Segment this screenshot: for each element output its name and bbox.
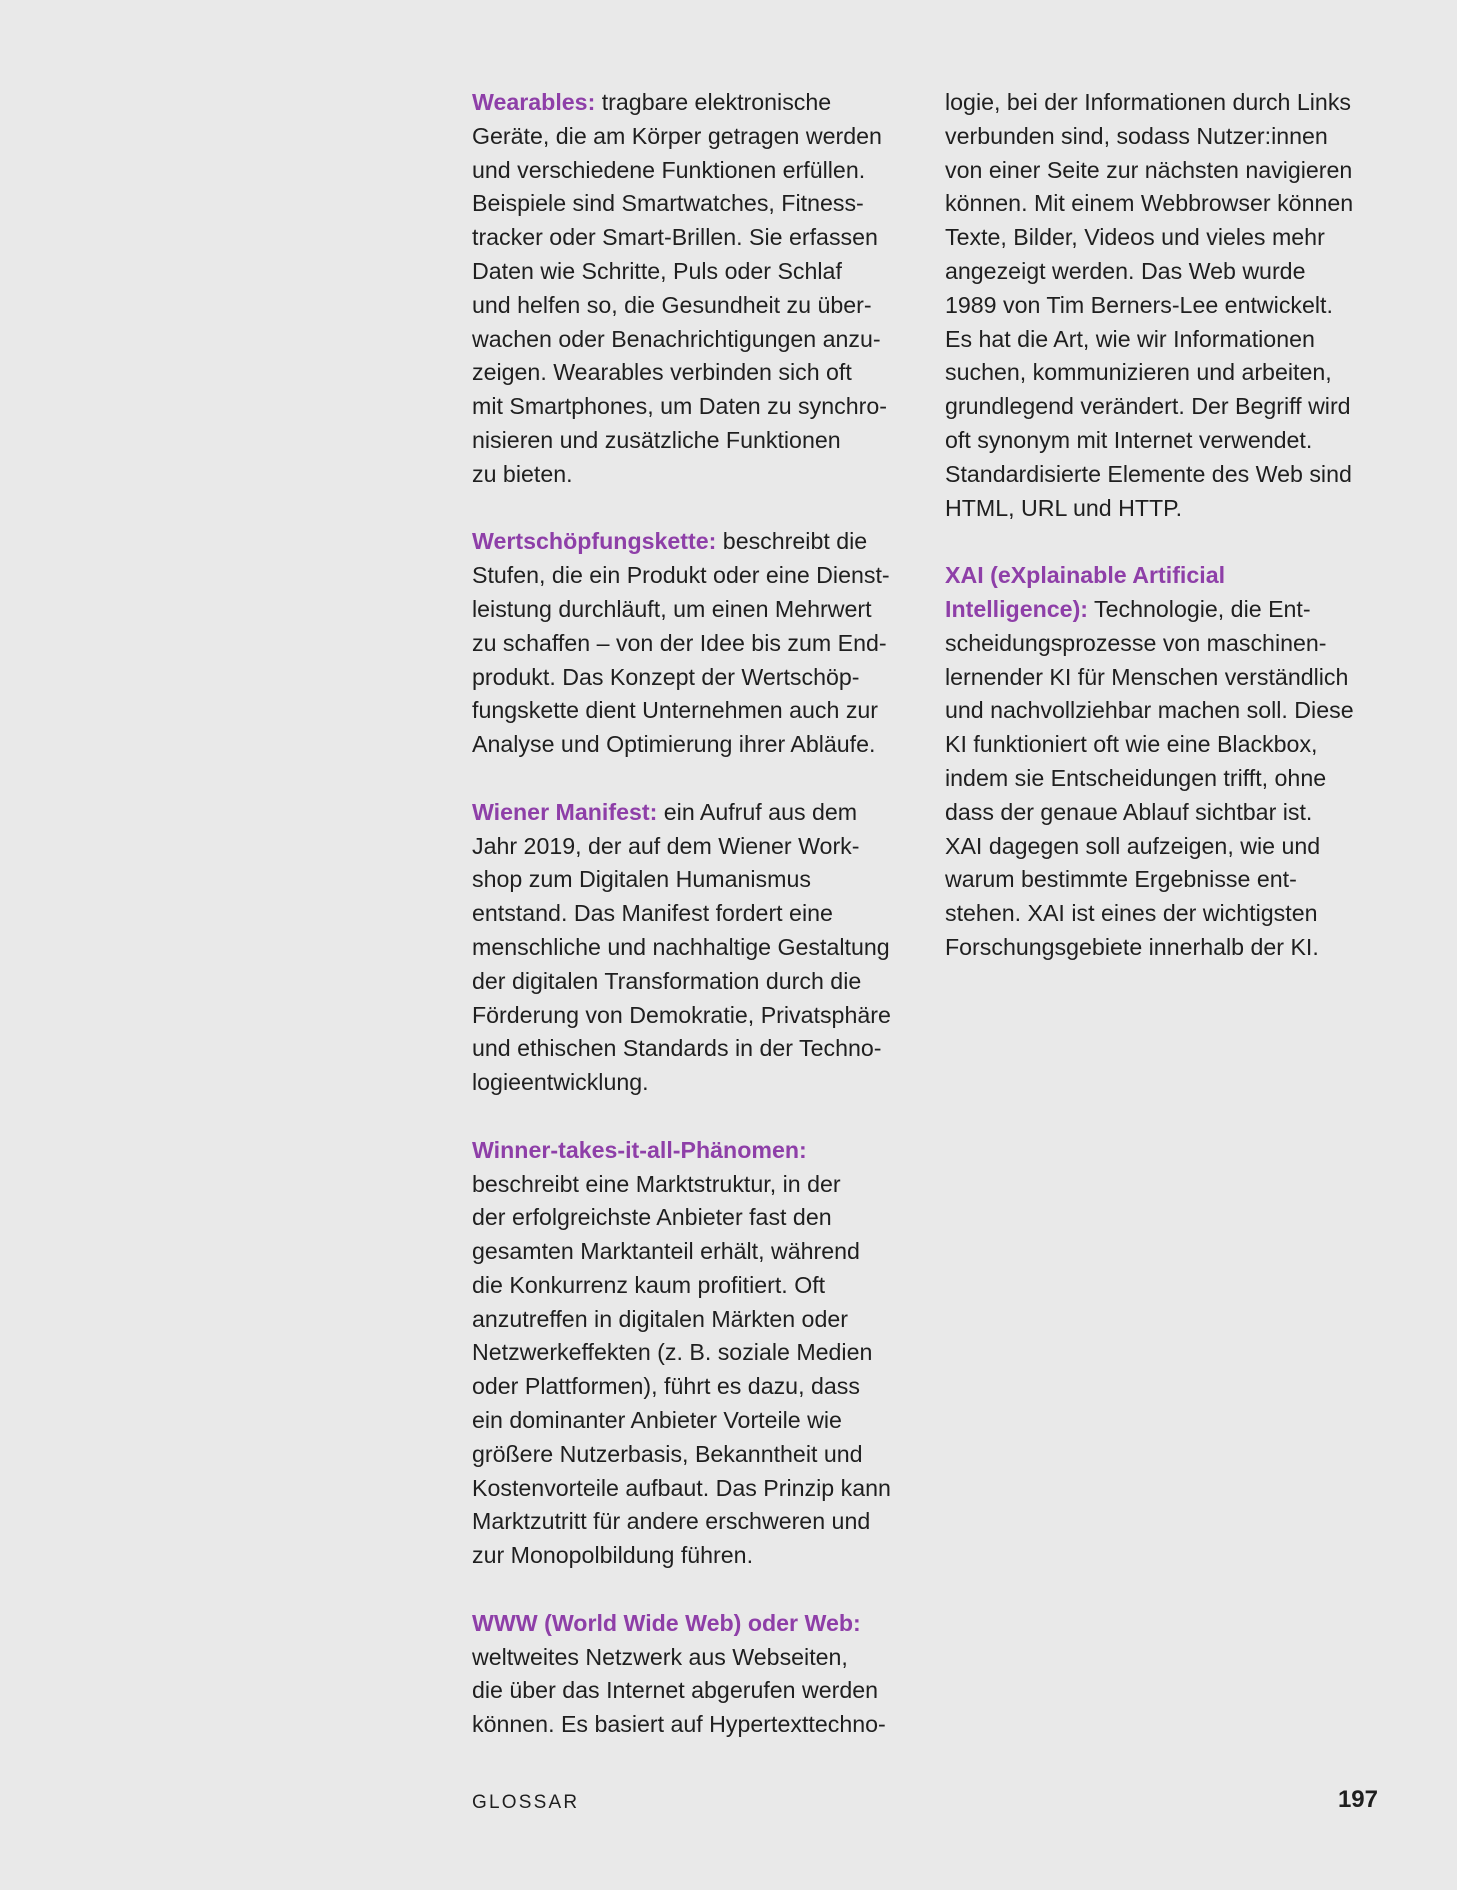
definition-line: mit Smartphones, um Daten zu synchro- <box>472 393 887 420</box>
glossary-left-column <box>472 86 908 1776</box>
definition-line: und nachvollziehbar machen soll. Diese <box>945 697 1354 724</box>
definition-line: zu bieten. <box>472 460 573 487</box>
definition-line: Texte, Bilder, Videos und vieles mehr <box>945 224 1325 251</box>
definition-line: oft synonym mit Internet verwendet. <box>945 426 1313 453</box>
definition-line: tracker oder Smart-Brillen. Sie erfassen <box>472 224 878 251</box>
definition-line: können. Mit einem Webbrowser können <box>945 190 1354 217</box>
definition-line: fungskette dient Unternehmen auch zur <box>472 697 879 724</box>
definition-line: die Konkurrenz kaum profitiert. Oft <box>472 1271 826 1298</box>
definition-line: anzutreffen in digitalen Märkten oder <box>472 1305 848 1332</box>
definition-text: Technologie, die Ent- <box>1088 595 1311 622</box>
definition-line: leistung durchläuft, um einen Mehrwert <box>472 595 872 622</box>
glossary-term: Wertschöpfungskette: <box>472 528 717 555</box>
definition-line: und verschiedene Funktionen erfüllen. <box>472 156 866 183</box>
footer-section-label: GLOSSAR <box>472 1792 580 1813</box>
definition-line: KI funktioniert oft wie eine Blackbox, <box>945 731 1318 758</box>
definition-line: angezeigt werden. Das Web wurde <box>945 257 1306 284</box>
definition-line: lernender KI für Menschen verständlich <box>945 663 1349 690</box>
definition-line: die über das Internet abgerufen werden <box>472 1677 879 1704</box>
definition-line: Es hat die Art, wie wir Informationen <box>945 325 1315 352</box>
glossary-term: Wearables: <box>472 89 596 115</box>
definition-line: nisieren und zusätzliche Funktionen <box>472 426 841 453</box>
definition-line: Analyse und Optimierung ihrer Abläufe. <box>472 731 876 758</box>
definition-line: logie, bei der Informationen durch Links <box>945 89 1352 115</box>
glossary-term: XAI (eXplainable Artificial <box>945 562 1226 589</box>
glossary-term-continued: Intelligence): <box>945 595 1089 622</box>
definition-line: logieentwicklung. <box>472 1069 649 1096</box>
glossary-entry-www-continued <box>945 86 1381 525</box>
definition-line: zeigen. Wearables verbinden sich oft <box>472 359 852 386</box>
definition-line: scheidungsprozesse von maschinen- <box>945 629 1327 656</box>
glossary-entry-wiener-manifest <box>472 796 908 1100</box>
glossary-term: Winner-takes-it-all-Phänomen: <box>472 1136 807 1163</box>
definition-line: wachen oder Benachrichtigungen anzu- <box>472 325 881 352</box>
definition-line: 1989 von Tim Berners-Lee entwickelt. <box>945 291 1333 318</box>
glossary-entry-winner-takes-it-all <box>472 1134 908 1573</box>
definition-line: Kostenvorteile aufbaut. Das Prinzip kann <box>472 1474 891 1501</box>
entry-first-line <box>472 86 908 120</box>
entry-first-line <box>945 593 1381 627</box>
definition-line: können. Es basiert auf Hypertexttechno- <box>472 1711 886 1738</box>
glossary-entry-xai <box>945 559 1381 965</box>
entry-first-line <box>472 796 908 830</box>
definition-line: zur Monopolbildung führen. <box>472 1542 754 1569</box>
entry-first-line <box>472 1134 908 1168</box>
definition-line: der erfolgreichste Anbieter fast den <box>472 1204 832 1231</box>
definition-line: größere Nutzerbasis, Bekanntheit und <box>472 1440 863 1467</box>
definition-line: Standardisierte Elemente des Web sind <box>945 460 1352 487</box>
definition-line: Geräte, die am Körper getragen werden <box>472 122 882 149</box>
glossary-entry-wearables <box>472 86 908 492</box>
definition-line: produkt. Das Konzept der Wertschöp- <box>472 663 860 690</box>
glossary-term: Wiener Manifest: <box>472 798 658 825</box>
definition-line: und ethischen Standards in der Techno- <box>472 1035 882 1062</box>
definition-text: tragbare elektronische <box>595 89 832 115</box>
definition-line: Netzwerkeffekten (z. B. soziale Medien <box>472 1339 873 1366</box>
definition-line: Stufen, die ein Produkt oder eine Dienst- <box>472 562 890 589</box>
definition-line: shop zum Digitalen Humanismus <box>472 866 811 893</box>
definition-line: Förderung von Demokratie, Privatsphäre <box>472 1001 891 1028</box>
definition-line: indem sie Entscheidungen trifft, ohne <box>945 764 1327 791</box>
definition-line: grundlegend verändert. Der Begriff wird <box>945 393 1351 420</box>
definition-line: Beispiele sind Smartwatches, Fitness- <box>472 190 864 217</box>
glossary-term: WWW (World Wide Web) oder Web: <box>472 1609 861 1636</box>
definition-line: weltweites Netzwerk aus Webseiten, <box>472 1643 848 1670</box>
definition-line: Daten wie Schritte, Puls oder Schlaf <box>472 257 842 284</box>
definition-line: von einer Seite zur nächsten navigieren <box>945 156 1353 183</box>
glossary-entry-www <box>472 1607 908 1742</box>
definition-line: suchen, kommunizieren und arbeiten, <box>945 359 1332 386</box>
definition-line: dass der genaue Ablauf sichtbar ist. <box>945 798 1313 825</box>
definition-line: menschliche und nachhaltige Gestaltung <box>472 933 890 960</box>
definition-line: und helfen so, die Gesundheit zu über- <box>472 291 872 318</box>
definition-line: gesamten Marktanteil erhält, während <box>472 1238 860 1265</box>
definition-line: XAI dagegen soll aufzeigen, wie und <box>945 832 1321 859</box>
definition-line: beschreibt eine Marktstruktur, in der <box>472 1170 841 1197</box>
definition-line: HTML, URL und HTTP. <box>945 494 1183 521</box>
definition-line: Forschungsgebiete innerhalb der KI. <box>945 933 1319 960</box>
definition-line: Marktzutritt für andere erschweren und <box>472 1508 871 1535</box>
definition-line: oder Plattformen), führt es dazu, dass <box>472 1373 860 1400</box>
definition-text: ein Aufruf aus dem <box>657 798 858 825</box>
page-number: 197 <box>1337 1786 1378 1813</box>
definition-line: der digitalen Transformation durch die <box>472 967 862 994</box>
glossary-right-column <box>945 86 1381 999</box>
entry-first-line <box>472 1607 908 1641</box>
definition-line: zu schaffen – von der Idee bis zum End- <box>472 629 887 656</box>
definition-line: Jahr 2019, der auf dem Wiener Work- <box>472 832 860 859</box>
entry-first-line <box>472 525 908 559</box>
glossary-entry-wertschoepfungskette <box>472 525 908 762</box>
definition-line: warum bestimmte Ergebnisse ent- <box>945 866 1297 893</box>
definition-line: verbunden sind, sodass Nutzer:innen <box>945 122 1328 149</box>
definition-line: entstand. Das Manifest fordert eine <box>472 900 833 927</box>
definition-line: stehen. XAI ist eines der wichtigsten <box>945 900 1318 927</box>
definition-line: ein dominanter Anbieter Vorteile wie <box>472 1407 842 1434</box>
definition-text: beschreibt die <box>716 528 868 555</box>
